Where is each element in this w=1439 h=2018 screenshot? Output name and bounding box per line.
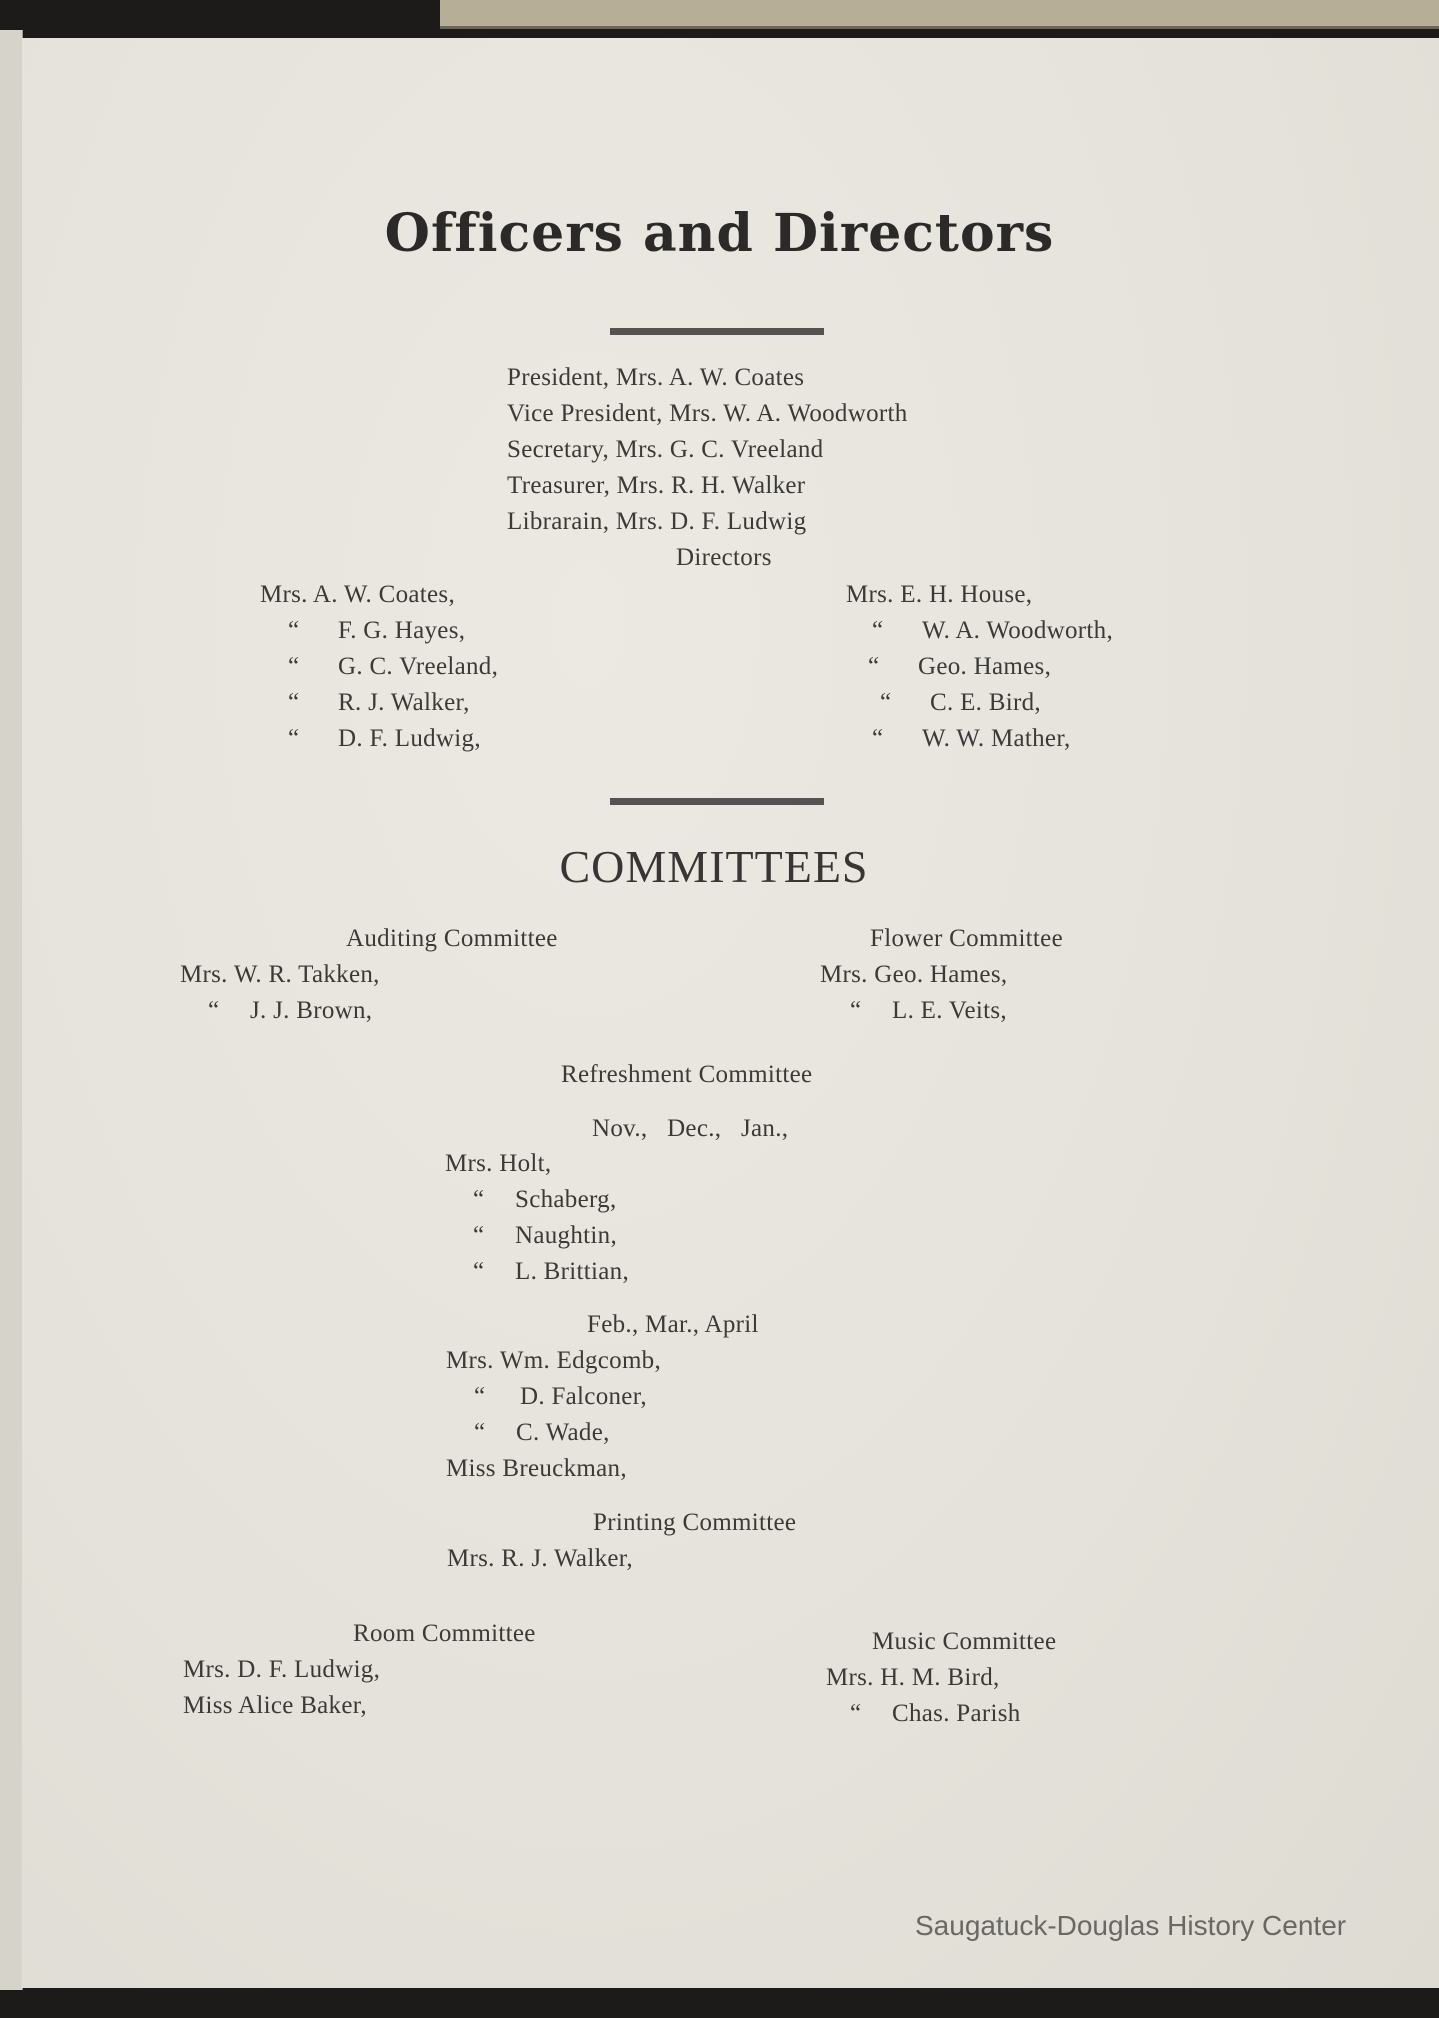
ditto-mark: “ [872,617,884,644]
refreshment-committee-heading: Refreshment Committee [561,1061,813,1088]
refreshment-member-6 [474,1383,647,1411]
director-left-5 [288,725,481,753]
ditto-mark: “ [288,617,300,644]
ditto-mark: “ [473,1222,485,1249]
director-right-4 [880,689,1041,717]
ditto-mark: “ [474,1419,486,1446]
director-left-2 [288,617,465,645]
title-rule [610,328,824,335]
refreshment-member-2 [473,1186,617,1214]
refreshment-member-4 [473,1258,629,1286]
page-title: Officers and Directors [384,203,1055,264]
director-left-2-name: F. G. Hayes, [338,617,466,644]
flower-member-2 [850,997,1007,1025]
ditto-mark: “ [473,1258,485,1285]
ditto-mark: “ [473,1186,485,1213]
refreshment-member-5: Mrs. Wm. Edgcomb, [446,1347,662,1374]
director-right-3 [868,653,1051,681]
music-member-1: Mrs. H. M. Bird, [826,1664,1000,1691]
refreshment-member-6-name: D. Falconer, [520,1383,647,1410]
refreshment-member-2-name: Schaberg, [515,1186,617,1213]
officer-librarian: Librarain, Mrs. D. F. Ludwig [507,508,807,535]
director-right-5-name: W. W. Mather, [922,725,1071,752]
refreshment-member-7-name: C. Wade, [516,1419,610,1446]
book-cover-edge [440,0,1439,29]
room-committee-heading: Room Committee [353,1620,536,1647]
ditto-mark: “ [872,725,884,752]
room-member-2: Miss Alice Baker, [183,1692,367,1719]
refreshment-member-3-name: Naughtin, [515,1222,617,1249]
director-right-4-name: C. E. Bird, [930,689,1041,716]
refreshment-member-1: Mrs. Holt, [445,1150,552,1177]
refreshment-member-7 [474,1419,610,1447]
refreshment-member-4-name: L. Brittian, [515,1258,630,1285]
committees-heading: COMMITTEES [559,841,869,892]
director-left-5-name: D. F. Ludwig, [338,725,481,752]
auditing-member-2-name: J. J. Brown, [250,997,373,1024]
ditto-mark: “ [880,689,892,716]
director-left-3 [288,653,498,681]
flower-member-2-name: L. E. Veits, [892,997,1007,1024]
officer-president: President, Mrs. A. W. Coates [507,364,805,391]
director-right-5 [872,725,1071,753]
officer-treasurer: Treasurer, Mrs. R. H. Walker [507,472,806,499]
officer-secretary: Secretary, Mrs. G. C. Vreeland [507,436,824,463]
ditto-mark: “ [288,725,300,752]
director-right-2 [872,617,1113,645]
ditto-mark: “ [208,997,220,1024]
section-rule [610,798,824,805]
auditing-committee-heading: Auditing Committee [346,925,558,952]
auditing-member-1: Mrs. W. R. Takken, [180,961,380,988]
director-left-3-name: G. C. Vreeland, [338,653,499,680]
watermark-text: Saugatuck-Douglas History Center [915,1910,1347,1941]
music-member-2-name: Chas. Parish [892,1700,1021,1727]
director-right-3-name: Geo. Hames, [918,653,1052,680]
refreshment-months-1: Nov., Dec., Jan., [592,1115,789,1142]
page-spine [0,30,23,1990]
officer-vice-president: Vice President, Mrs. W. A. Woodworth [507,400,908,427]
flower-committee-heading: Flower Committee [870,925,1063,952]
refreshment-member-3 [473,1222,617,1250]
music-member-2 [850,1700,1021,1728]
ditto-mark: “ [850,997,862,1024]
director-right-2-name: W. A. Woodworth, [922,617,1113,644]
directors-heading: Directors [676,544,772,571]
ditto-mark: “ [288,653,300,680]
director-right-1: Mrs. E. H. House, [846,581,1033,608]
flower-member-1: Mrs. Geo. Hames, [820,961,1008,988]
ditto-mark: “ [868,653,880,680]
printing-committee-heading: Printing Committee [593,1509,797,1536]
director-left-1: Mrs. A. W. Coates, [260,581,455,608]
music-committee-heading: Music Committee [872,1628,1057,1655]
ditto-mark: “ [850,1700,862,1727]
director-left-4 [288,689,470,717]
refreshment-member-8: Miss Breuckman, [446,1455,627,1482]
room-member-1: Mrs. D. F. Ludwig, [183,1656,381,1683]
printing-member-1: Mrs. R. J. Walker, [447,1545,633,1572]
ditto-mark: “ [474,1383,486,1410]
auditing-member-2 [208,997,372,1025]
refreshment-months-2: Feb., Mar., April [587,1311,759,1338]
director-left-4-name: R. J. Walker, [338,689,470,716]
ditto-mark: “ [288,689,300,716]
